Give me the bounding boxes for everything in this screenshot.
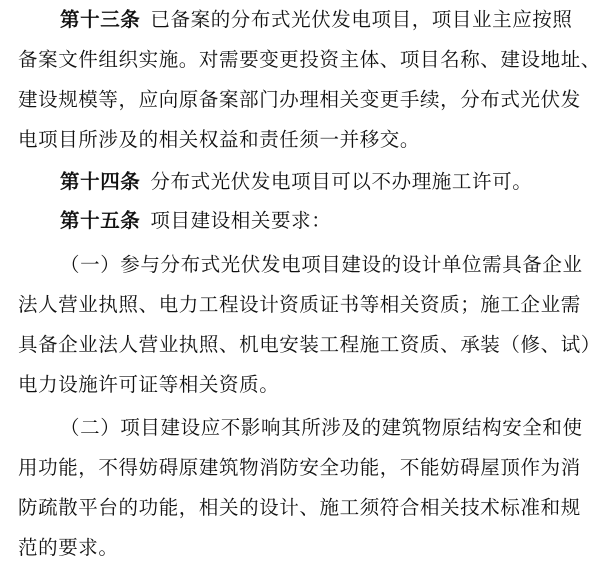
paragraph-line (60, 167, 532, 197)
line-text: 具备企业法人营业执照、机电安装工程施工资质、承装（修、试） (18, 333, 601, 356)
line-text: （二）项目建设应不影响其所涉及的建筑物原结构安全和使 (60, 416, 583, 439)
line-text: 电项目所涉及的相关权益和责任须一并移交。 (18, 128, 421, 151)
line-text: 防疏散平台的功能，相关的设计、施工须符合相关技术标准和规 (18, 496, 581, 519)
paragraph-line (18, 290, 581, 320)
line-text: 已备案的分布式光伏发电项目，项目业主应按照 (150, 8, 573, 31)
paragraph-line (60, 250, 583, 280)
paragraph-line (18, 85, 581, 115)
paragraph-line (18, 370, 279, 400)
line-text: （一）参与分布式光伏发电项目建设的设计单位需具备企业 (60, 253, 583, 276)
line-text: 建设规模等，应向原备案部门办理相关变更手续，分布式光伏发 (18, 88, 581, 111)
line-text: 电力设施许可证等相关资质。 (18, 373, 280, 396)
paragraph-line (18, 45, 601, 75)
article-number: 第十五条 (60, 209, 141, 232)
line-text: 备案文件组织实施。对需要变更投资主体、项目名称、建设地址、 (18, 48, 601, 71)
paragraph-line (60, 413, 583, 443)
paragraph-line (18, 125, 420, 155)
article-number: 第十三条 (60, 8, 141, 31)
line-text: 项目建设相关要求： (150, 209, 332, 232)
paragraph-line (18, 453, 581, 483)
paragraph-line (18, 533, 119, 563)
paragraph-line (18, 330, 601, 360)
article-number: 第十四条 (60, 170, 141, 193)
line-text: 用功能，不得妨碍原建筑物消防安全功能，不能妨碍屋顶作为消 (18, 456, 581, 479)
line-text: 分布式光伏发电项目可以不办理施工许可。 (150, 170, 533, 193)
line-text: 范的要求。 (18, 536, 119, 559)
paragraph-line (60, 5, 573, 35)
paragraph-line (60, 206, 331, 236)
paragraph-line (18, 493, 581, 523)
line-text: 法人营业执照、电力工程设计资质证书等相关资质；施工企业需 (18, 293, 581, 316)
